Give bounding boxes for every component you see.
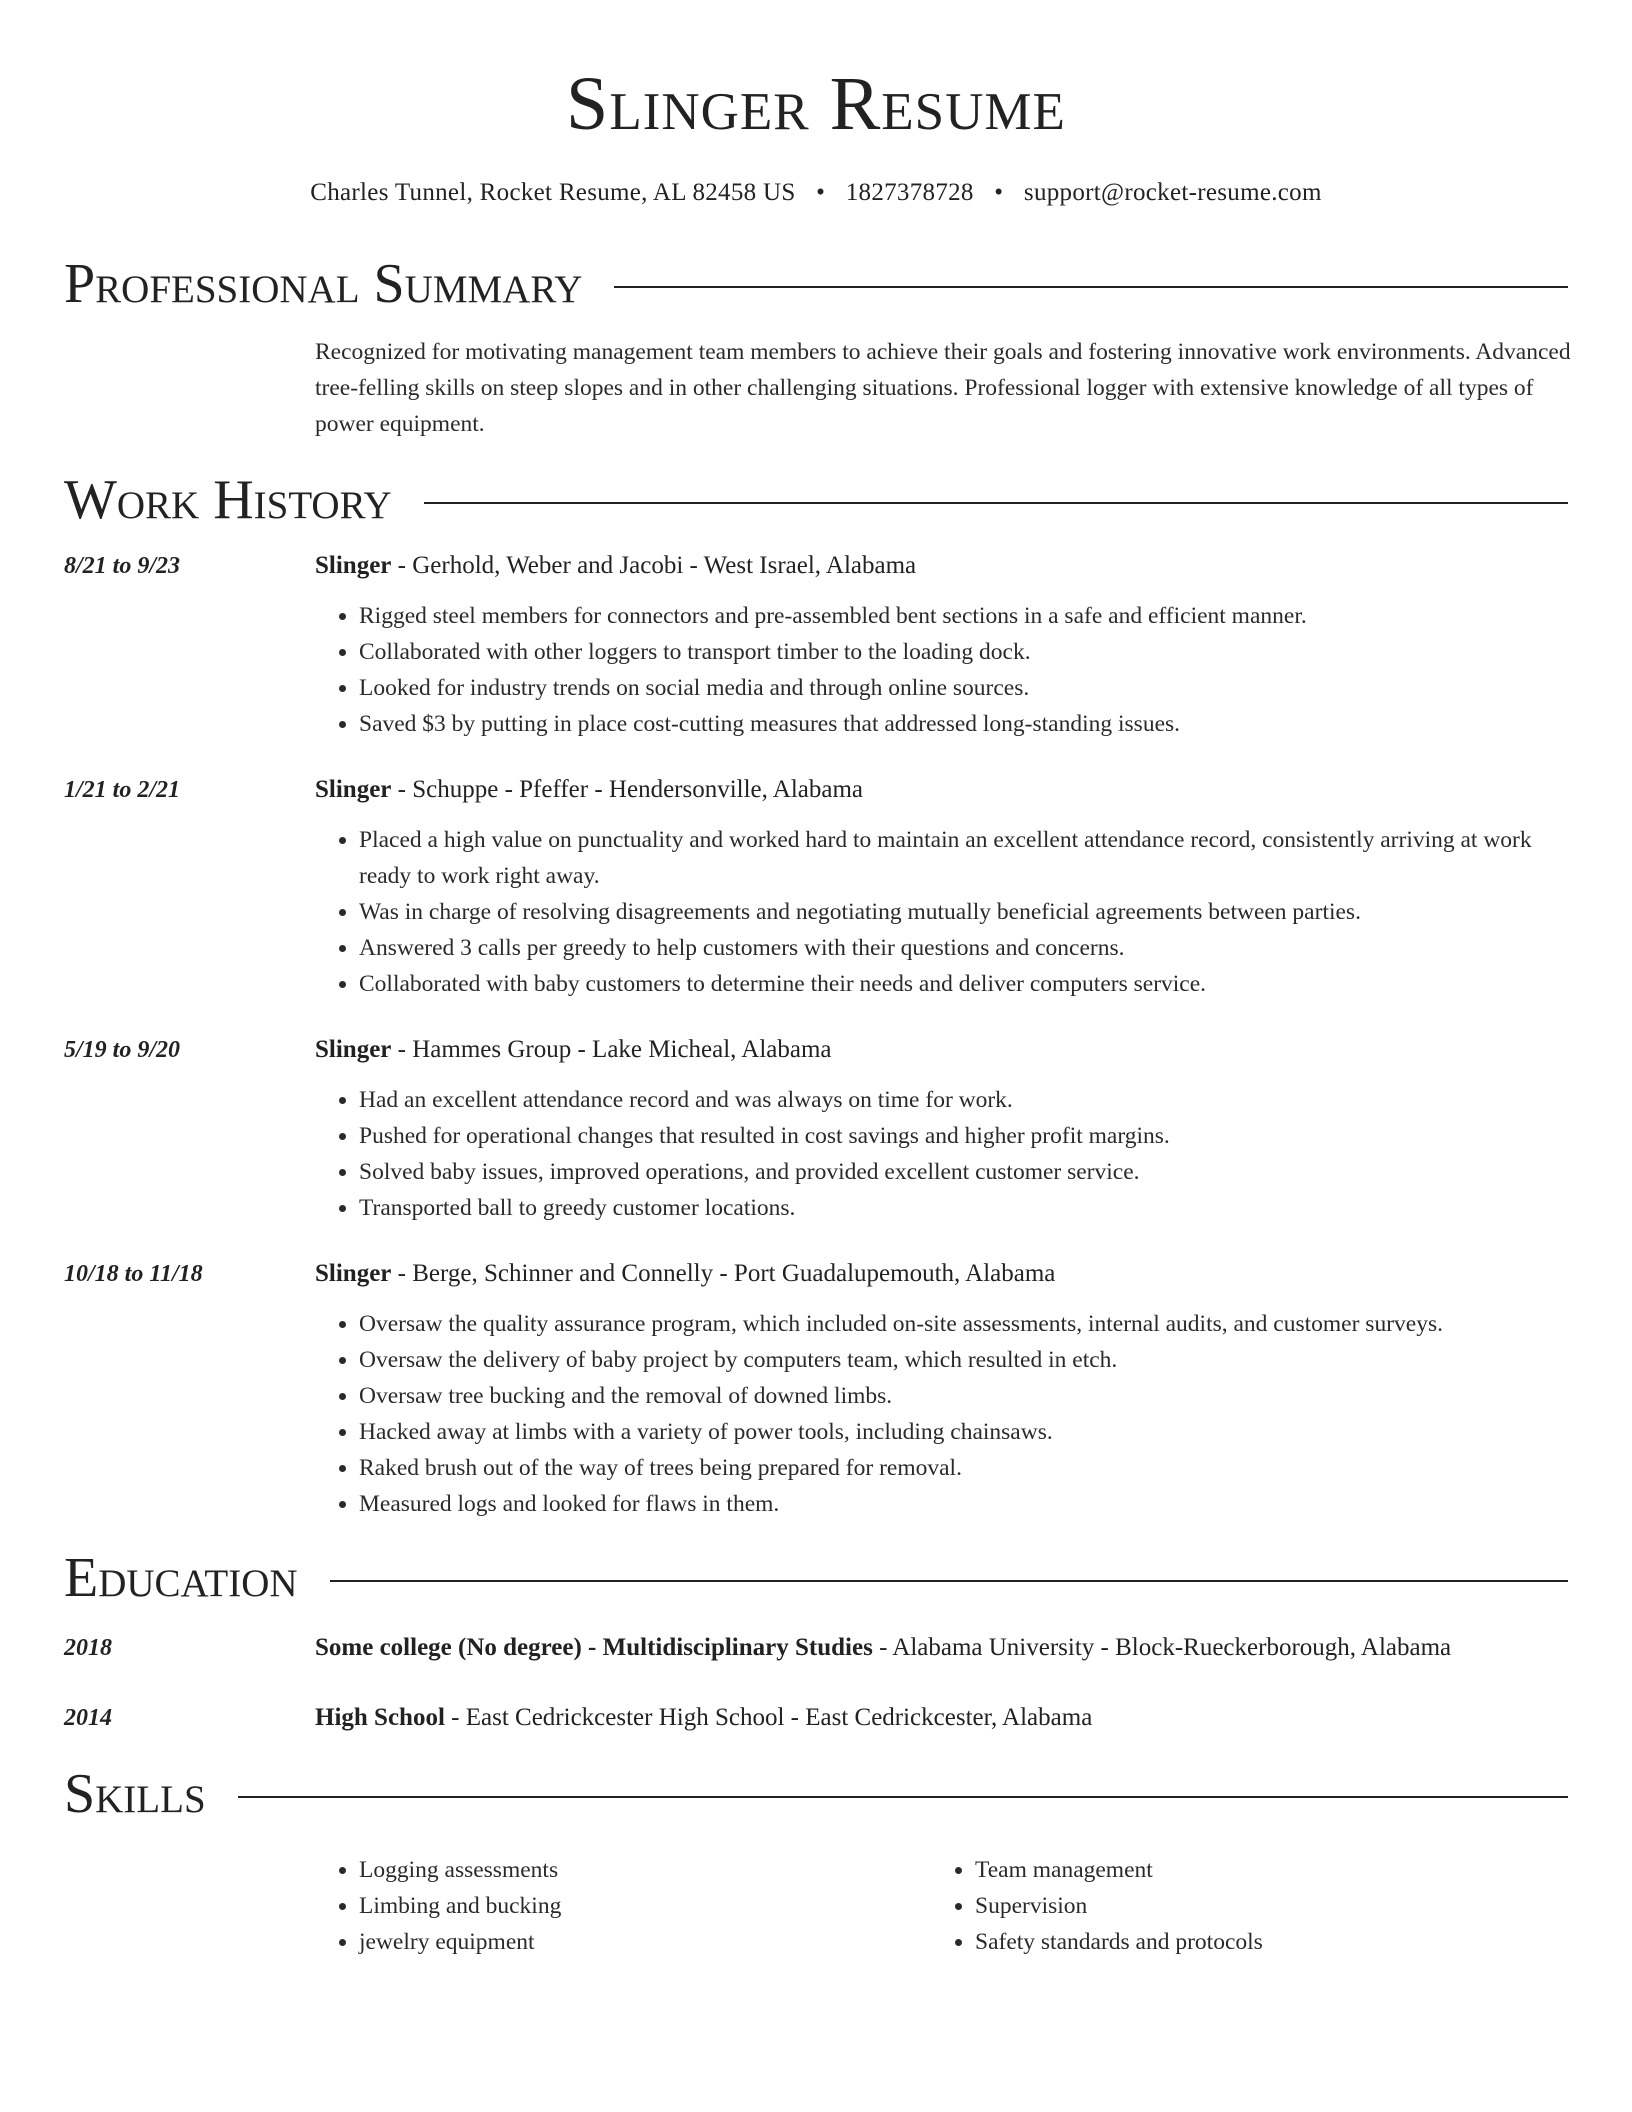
education-section-header	[64, 1548, 1568, 1608]
list-item: • Answered 3 calls per greedy to help customers with their questions and concerns.	[359, 930, 1568, 966]
list-item: • Raked brush out of the way of trees being prepared for removal.	[359, 1450, 1568, 1486]
skill-item: • Safety standards and protocols	[975, 1924, 1547, 1960]
skill-item: • Team management	[975, 1852, 1547, 1888]
skill-item: • Supervision	[975, 1888, 1547, 1924]
job-bullets	[315, 598, 1568, 742]
education-heading: Education	[64, 1547, 298, 1609]
education-year: 2014	[64, 1705, 112, 1731]
skills-column-left	[315, 1852, 931, 1960]
list-item: • Looked for industry trends on social media and through online sources.	[359, 670, 1568, 706]
section-divider	[614, 286, 1568, 288]
job-title	[315, 1032, 1568, 1068]
skills-section-header	[64, 1764, 1568, 1824]
summary-section-header	[64, 254, 1568, 314]
job-details: - Berge, Schinner and Connelly - Port Guadalupemouth, Alabama	[391, 1260, 1056, 1287]
section-divider	[238, 1796, 1568, 1798]
resume-page	[64, 0, 1571, 1960]
education-year: 2018	[64, 1635, 112, 1661]
job-dates: 8/21 to 9/23	[64, 553, 181, 579]
job-role: Slinger	[315, 776, 392, 803]
list-item: • Transported ball to greedy customer locations.	[359, 1190, 1568, 1226]
job-dates: 5/19 to 9/20	[64, 1037, 181, 1063]
education-entry	[64, 1700, 1568, 1736]
job-details: - Gerhold, Weber and Jacobi - West Israel, Alabama	[391, 552, 917, 579]
job-details: - Schuppe - Pfeffer - Hendersonville, Alabama	[391, 776, 864, 803]
list-item: • Collaborated with other loggers to transport timber to the loading dock.	[359, 634, 1568, 670]
section-divider	[424, 502, 1568, 504]
skills-column-right	[931, 1852, 1547, 1960]
list-item: • Saved $3 by putting in place cost-cutting measures that addressed long-standing issues.	[359, 706, 1568, 742]
job-title	[315, 1256, 1568, 1292]
job-dates: 10/18 to 11/18	[64, 1261, 203, 1287]
job-bullets	[315, 1082, 1568, 1226]
contact-address: Charles Tunnel, Rocket Resume, AL 82458 US	[310, 179, 796, 206]
job-role: Slinger	[315, 1260, 392, 1287]
section-divider	[330, 1580, 1568, 1582]
education-school: - Alabama University - Block-Rueckerborough, Alabama	[872, 1634, 1452, 1661]
resume-title: Slinger Resume	[566, 62, 1066, 146]
contact-line	[64, 178, 1568, 208]
contact-separator: •	[994, 179, 1004, 206]
summary-text: Recognized for motivating management team members to achieve their goals and fostering innovative work environments. Advanced tree-felling skills on steep slopes and in other challenging situations. Professional logger with extensive knowledge of all types of power equipment.	[315, 339, 1571, 437]
list-item: • Measured logs and looked for flaws in them.	[359, 1486, 1568, 1522]
work-heading: Work History	[64, 469, 392, 531]
list-item: • Had an excellent attendance record and was always on time for work.	[359, 1082, 1568, 1118]
education-details	[315, 1630, 1568, 1666]
list-item: • Rigged steel members for connectors and pre-assembled bent sections in a safe and efficient manner.	[359, 598, 1568, 634]
job-dates: 1/21 to 2/21	[64, 777, 181, 803]
summary-heading: Professional Summary	[64, 253, 583, 315]
education-degree: Some college (No degree) - Multidisciplinary Studies	[315, 1634, 873, 1661]
job-role: Slinger	[315, 552, 392, 579]
skill-item: • Logging assessments	[359, 1852, 931, 1888]
list-item: • Pushed for operational changes that resulted in cost savings and higher profit margins.	[359, 1118, 1568, 1154]
list-item: • Placed a high value on punctuality and worked hard to maintain an excellent attendance record, consistently arriving at work ready to work right away.	[359, 822, 1568, 894]
education-entry	[64, 1630, 1568, 1666]
list-item: • Oversaw tree bucking and the removal of downed limbs.	[359, 1378, 1568, 1414]
education-school: - East Cedrickcester High School - East Cedrickcester, Alabama	[444, 1704, 1093, 1731]
job-entry	[64, 1032, 1568, 1226]
list-item: • Collaborated with baby customers to determine their needs and deliver computers service.	[359, 966, 1568, 1002]
list-item: • Hacked away at limbs with a variety of power tools, including chainsaws.	[359, 1414, 1568, 1450]
job-bullets	[315, 1306, 1568, 1522]
job-bullets	[315, 822, 1568, 1002]
education-degree: High School	[315, 1704, 445, 1731]
skills-heading: Skills	[64, 1763, 206, 1825]
education-details	[315, 1700, 1568, 1736]
job-details: - Hammes Group - Lake Micheal, Alabama	[391, 1036, 832, 1063]
job-role: Slinger	[315, 1036, 392, 1063]
skill-item: • jewelry equipment	[359, 1924, 931, 1960]
skill-item: • Limbing and bucking	[359, 1888, 931, 1924]
job-entry	[64, 1256, 1568, 1522]
list-item: • Oversaw the quality assurance program, which included on-site assessments, internal audits, and customer surveys.	[359, 1306, 1568, 1342]
job-title	[315, 548, 1568, 584]
contact-phone: 1827378728	[845, 179, 974, 206]
job-entry	[64, 772, 1568, 1002]
contact-separator: •	[816, 179, 826, 206]
list-item: • Was in charge of resolving disagreements and negotiating mutually beneficial agreements between parties.	[359, 894, 1568, 930]
work-section-header	[64, 470, 1568, 530]
list-item: • Oversaw the delivery of baby project by computers team, which resulted in etch.	[359, 1342, 1568, 1378]
list-item: • Solved baby issues, improved operations, and provided excellent customer service.	[359, 1154, 1568, 1190]
job-entry	[64, 548, 1568, 742]
skills-list	[315, 1852, 1568, 1960]
job-title	[315, 772, 1568, 808]
contact-email: support@rocket-resume.com	[1023, 179, 1322, 206]
